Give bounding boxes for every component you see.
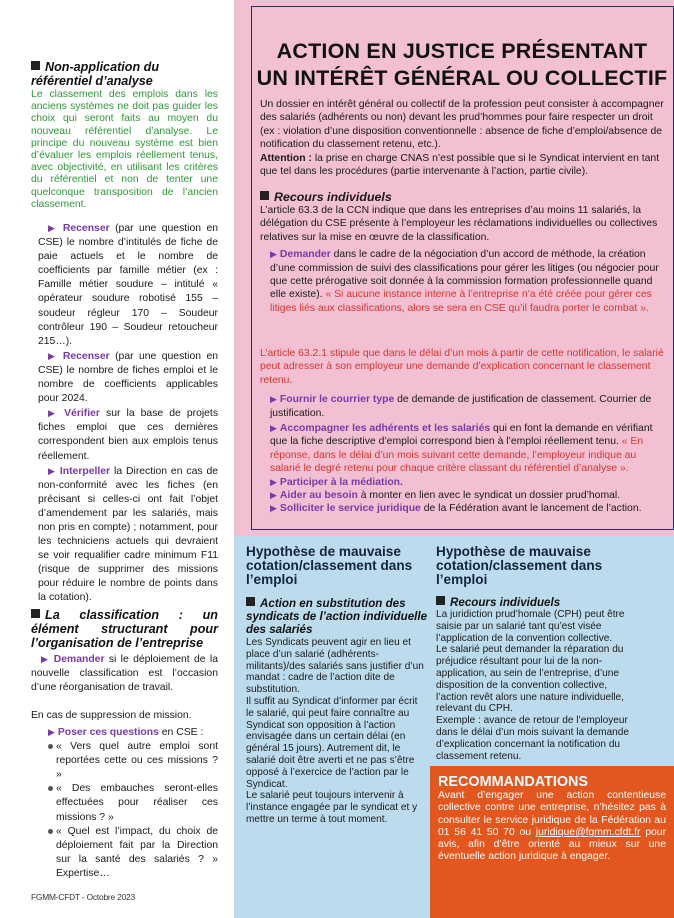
dot-icon	[48, 829, 53, 834]
dot-icon	[48, 786, 53, 791]
dot-icon	[48, 744, 53, 749]
list-item: ▶ Recenser (par une question en CSE) le nombre d’intitulés de fiche de paie actuels et le nombre de coefficients par famille métier (ex : Famille métier soudure – intitulé « opérateur soudure robotisé 155 – soudeur régleur 170 – Soudeur contrôleur 190 – Soudeur retoucheur 215…).	[38, 223, 218, 347]
triangle-right-icon: ▶	[270, 394, 277, 405]
triangle-right-icon: ▶	[270, 249, 277, 260]
recommendations-text: Avant d’engager une action contentieuse collective contre une entreprise, n’hésitez pas à consulter le service juridique de la Fédération au 01 56 41 50 70 ou juridique@fgmm.cfdt.fr pour avis, afin d’être orienté au mieux sur une éventuelle action juridique à engager.	[438, 790, 667, 863]
triangle-right-icon: ▶	[48, 223, 58, 233]
triangle-right-icon: ▶	[48, 727, 55, 737]
triangle-right-icon: ▶	[270, 503, 277, 514]
section-body: Le classement des emplois dans les anciens systèmes ne doit pas guider les choix qui seront faits au moyen du nouveau référentiel d’analyse. Le principe du nouveau système est bien d’évaluer les emplois réellement tenus, avec objectivité, en utilisant les critères du référentiel et non de tenter une quelconque transposition de l’ancien classement.	[31, 89, 218, 210]
section-title: Non-application du référentiel d’analyse	[31, 60, 160, 88]
list-item: ▶ Demander si le déploiement de la nouvelle classification est l’occasion d’une réorganisation de travail.	[31, 654, 218, 694]
action-justice-box	[251, 6, 674, 530]
substitution-column: Hypothèse de mauvaise cotation/classement dans l’emploi Action en substitution des syndicats de l’action individuelle des salariés Les Syndicats peuvent agir en lieu et place d’un salarié (adhérents-militants)/des salariés sans justifier d’un mandat : cadre de l’action dite de substitution. Il suffit au Syndicat d’informer par écrit le salarié, qui peut faire connaître au Syndicat son opposition à l’action envisagée dans un certain délai (en général 15 jours). Autrement dit, le salarié doit être averti et ne pas s’être opposé à l’exercice de l’action par le Syndicat. Le salarié peut toujours intervenir à l’instance engagée par le syndicat et y mettre un terme à tout moment.	[246, 544, 428, 825]
square-bullet-icon	[246, 597, 255, 606]
column-subtitle: Recours individuels	[436, 596, 632, 609]
triangle-right-icon: ▶	[48, 408, 59, 419]
square-bullet-icon	[31, 609, 40, 618]
column-subtitle: Action en substitution des syndicats de l’action individuelle des salariés	[246, 597, 428, 636]
left-column	[0, 0, 234, 918]
question-bullet: « Vers quel autre emploi sont reportées cette ou ces missions ? »	[38, 740, 218, 782]
section-non-application	[31, 60, 218, 211]
list-item: ▶ Demander dans le cadre de la négociation d’un accord de méthode, la création d’une commission de suivi des classifications pour gérer les litiges (ou négocier pour que cette prérogative soit donnée à la commission formation professionnelle quand elle existe). « Si aucune instance interne à l’entreprise n’a été créée pour gérer ces litiges liés aux classifications, alors se sera en CSE qu’il faudra porter le combat ».	[270, 249, 659, 314]
question-bullet: « Des embauches seront-elles effectuées pour réaliser ces missions ? »	[38, 782, 218, 824]
article-block: L’article 63.2.1 stipule que dans le délai d’un mois à partir de cette notification, le salarié peut adresser à son employeur une demande d’explication concernant le classement retenu. ▶ Fournir le courrier type de demande de justification de classement. Courrier de justification. ▶ Accompagner les adhérents et les salariés qui en font la demande en vérifiant que la fiche descriptive d’emploi correspond bien à l’emploi réellement tenu. « En réponse, dans le délai d’un mois suivant cette demande, l’employeur indique au salarié le degré retenu pour chaque critère classant du référentiel d’analyse ». ▶ Participer à la médiation. ▶ Aider au besoin à monter en lien avec le syndicat un dossier prud’homal. ▶ Solliciter le service juridique de la Fédération avant le lancement de l’action.	[260, 348, 664, 515]
recommendations-box	[430, 766, 674, 918]
triangle-right-icon: ▶	[41, 654, 50, 664]
list-item: ▶ Fournir le courrier type de demande de justification de classement. Courrier de justification.	[270, 394, 652, 419]
triangle-right-icon: ▶	[270, 476, 277, 487]
question-bullet: « Quel est l’impact, du choix de déploiement fait par la Direction sur la santé des salariés ? » Expertise…	[38, 825, 218, 881]
triangle-right-icon: ▶	[270, 490, 277, 501]
box-title: ACTION EN JUSTICE PRÉSENTANT UN INTÉRÊT GÉNÉRAL OU COLLECTIF	[256, 39, 668, 90]
recours-title: Recours individuels	[260, 190, 664, 204]
column-title: Hypothèse de mauvaise cotation/classement dans l’emploi	[246, 544, 413, 587]
list-item: ▶ Aider au besoin à monter en lien avec le syndicat un dossier prud’homal.	[270, 490, 621, 502]
section-title: La classification : un élément structurant pour l’organisation de l’entreprise	[31, 608, 218, 650]
square-bullet-icon	[31, 61, 40, 70]
triangle-right-icon: ▶	[48, 350, 58, 361]
action-list	[38, 221, 218, 606]
column-title: Hypothèse de mauvaise cotation/classement dans l’emploi	[436, 544, 603, 587]
list-item: ▶ Poser ces questions en CSE :	[48, 727, 204, 738]
list-item: ▶ Recenser (par une question en CSE) le nombre de fiches emploi et le nombre de coefficients applicables pour 2024.	[38, 350, 218, 405]
questions-block	[38, 725, 218, 881]
section-classification	[31, 608, 218, 695]
list-item: ▶ Vérifier sur la base de projets fiches emploi que ces dernières correspondent bien aux emplois tenus réellement.	[38, 408, 219, 462]
suppression-text: En cas de suppression de mission.	[31, 710, 192, 721]
email-link[interactable]: juridique@fgmm.cfdt.fr	[535, 826, 641, 838]
page-footer: FGMM-CFDT - Octobre 2023	[31, 892, 135, 902]
square-bullet-icon	[436, 596, 445, 605]
intro-block: Un dossier en intérêt général ou collectif de la profession peut consister à accompagner des salariés (adhérents ou non) devant les prud’hommes pour faire respecter un droit (ex : violation d’une disposition conventionnelle : absence de fiche d’emploi/absence de notification du classement retenu, etc.). Attention : la prise en charge CNAS n’est possible que si le Syndicat intervient en tant que tel dans les procédures (partie intervenante à l’action, partie civile).	[260, 99, 664, 178]
recours-block: Recours individuels L’article 63.3 de la CCN indique que dans les entreprises d’au moins 11 salariés, la délégation du CSE présente à l’employeur les réclamations individuelles ou collectives relatives sur la mise en œuvre de la classification. ▶ Demander dans le cadre de la négociation d’un accord de méthode, la création d’une commission de suivi des classifications pour gérer les litiges (ou négocier pour que cette prérogative soit donnée à la commission formation professionnelle quand elle existe). « Si aucune instance interne à l’entreprise n’a été créée pour gérer ces litiges liés aux classifications, alors se sera en CSE qu’il faudra porter le combat ».	[260, 190, 664, 315]
list-item: ▶ Interpeller la Direction en cas de non-conformité avec les fiches (en précisant si celles-ci ont fait l’objet d’amendement par les salariés, mais non pris en compte) ; notamment, pour les techniciens actuels qui devraient se voir requalifier cadre minimum F11 (risque de supprimer des missions pour réduire le nombre de points dans la cotation).	[38, 465, 219, 604]
list-item: ▶ Participer à la médiation.	[270, 476, 403, 488]
list-item: ▶ Solliciter le service juridique de la Fédération avant le lancement de l’action.	[270, 503, 642, 515]
recommendations-title: RECOMMANDATIONS	[438, 774, 589, 790]
triangle-right-icon: ▶	[270, 423, 277, 434]
list-item: ▶ Accompagner les adhérents et les salariés qui en font la demande en vérifiant que la fiche descriptive d’emploi correspond bien à l’emploi réellement tenu. « En réponse, dans le délai d’un mois suivant cette demande, l’employeur indique au salarié le degré retenu pour chaque critère classant du référentiel d’analyse ».	[270, 423, 653, 475]
individual-recourse-column: Hypothèse de mauvaise cotation/classement dans l’emploi Recours individuels La juridiction prud’homale (CPH) peut être saisie par un salarié tant qu’est visée l’application de la convention collective. Le salarié peut demander la réparation du préjudice résultant pour lui de la non-application, au sein de l’entreprise, d’une disposition de la convention collective, l’action revêt alors une nature individuelle, relevant du CPH. Exemple : avance de retour de l’employeur dans le délai d’un mois suivant la demande d’explication concernant la notification du classement retenu.	[436, 545, 632, 762]
triangle-right-icon: ▶	[48, 465, 56, 476]
square-bullet-icon	[260, 191, 269, 200]
